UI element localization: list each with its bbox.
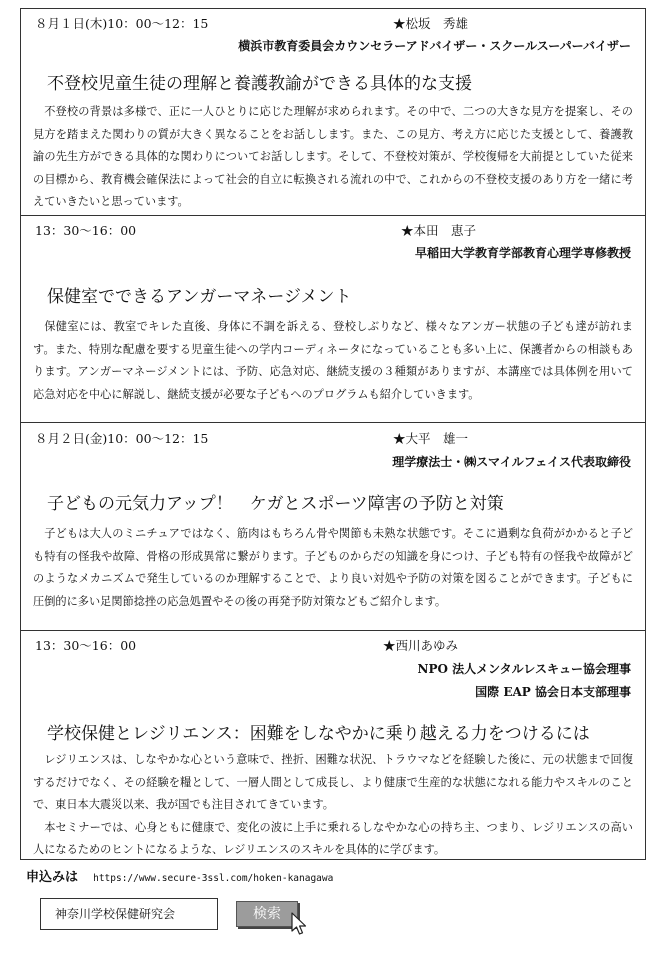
session-time: ８月１日(木)10：00～12：15 xyxy=(35,16,209,31)
speaker-affiliation: 早稲田大学教育学部教育心理学専修教授 xyxy=(414,246,631,260)
description-paragraph: レジリエンスは、しなやかな心という意味で、挫折、困難な状況、トラウマなどを経験した後に、元の状態まで回復するだけでなく、その経験を糧として、一層人間として成長し、より健康で生産的な状態になれる能力やスキルのことで、東日本大震災以来、我が国でも注目されてきています。 xyxy=(33,753,633,812)
session-description xyxy=(33,101,633,214)
session-time: ８月２日(金)10：00～12：15 xyxy=(35,431,209,446)
speaker-affiliation: 理学療法士・㈱スマイルフェイス代表取締役 xyxy=(392,455,631,469)
session-4 xyxy=(21,631,645,861)
description-paragraph: 保健室には、教室でキレた直後、身体に不調を訴える、登校しぶりなど、様々なアンガー状態の子ども達が訪れます。また、特別な配慮を要する児童生徒への学内コーディネータになっていることも多い上に、保護者からの相談もあります。アンガーマネージメントには、予防、応急対応、継続支援の３種類がありますが、本講座では具体例を用いて応急対応を中心に解説し、継続支援が必要な子どもへのプログラムも紹介していきます。 xyxy=(33,320,633,401)
speaker-name: ★大平 雄一 xyxy=(393,431,469,446)
speaker-name: ★本田 恵子 xyxy=(401,223,477,238)
session-time: 13：30～16：00 xyxy=(35,638,137,653)
session-description xyxy=(33,316,633,406)
mouse-cursor-icon xyxy=(290,912,310,936)
session-2 xyxy=(21,216,645,422)
seminar-frame xyxy=(20,8,646,860)
application-info xyxy=(26,866,333,885)
description-paragraph: 不登校の背景は多様で、正に一人ひとりに応じた理解が求められます。その中で、二つの大きな見方を提案し、その見方を踏まえた関わりの質が大きく異なることをお話しします。また、この見方、考え方に応じた支援として、養護教諭の先生方ができる具体的な関わりについてお話しします。そして、不登校対策が、学校復帰を大前提としていた従来の目標から、教育機会確保法によって社会的自立に転換される流れの中で、これからの不登校支援のあり方を一緒に考えていきたいと思っています。 xyxy=(33,105,633,209)
session-title: 保健室でできるアンガーマネージメント xyxy=(47,287,352,307)
speaker-affiliation: 国際 EAP 協会日本支部理事 xyxy=(475,685,631,699)
search-button[interactable]: 検索 xyxy=(236,901,298,927)
apply-label: 申込みは xyxy=(26,870,79,885)
speaker-affiliation: NPO 法人メンタルレスキュー協会理事 xyxy=(417,662,631,676)
speaker-affiliation: 横浜市教育委員会カウンセラーアドバイザー・スクールスーパーバイザー xyxy=(238,39,631,53)
speaker-name: ★西川あゆみ xyxy=(383,638,459,653)
apply-url-link[interactable]: https://www.secure-3ssl.com/hoken-kanagawa xyxy=(93,873,334,884)
session-time: 13：30～16：00 xyxy=(35,223,137,238)
session-title: 子どもの元気力アップ！ ケガとスポーツ障害の予防と対策 xyxy=(47,494,504,514)
session-title: 不登校児童生徒の理解と養護教諭ができる具体的な支援 xyxy=(47,74,472,94)
description-paragraph: 本セミナーでは、心身ともに健康で、変化の波に上手に乗れるしなやかな心の持ち主、つまり、レジリエンスの高い人になるためのヒントになるような、レジリエンスのスキルを具体的に学びます。 xyxy=(33,820,633,857)
session-description xyxy=(33,749,633,862)
session-description xyxy=(33,523,633,613)
session-3 xyxy=(21,423,645,630)
session-title: 学校保健とレジリエンス：困難をしなやかに乗り越える力をつけるには xyxy=(47,724,590,744)
speaker-name: ★松坂 秀雄 xyxy=(393,16,469,31)
session-1 xyxy=(21,9,645,215)
search-box[interactable]: 神奈川学校保健研究会 xyxy=(40,898,218,930)
description-paragraph: 子どもは大人のミニチュアではなく、筋肉はもちろん骨や関節も未熟な状態です。そこに過剰な負荷がかかると子ども特有の怪我や故障、骨格の形成異常に繋がります。子どものからだの知識を身につけ、子ども特有の怪我や故障がどのようなメカニズムで発生しているのか理解することで、より良い対処や予防の対策を図ることができます。子どもに圧倒的に多い足関節捻挫の応急処置やその後の再発予防対策などもご紹介します。 xyxy=(33,527,633,608)
